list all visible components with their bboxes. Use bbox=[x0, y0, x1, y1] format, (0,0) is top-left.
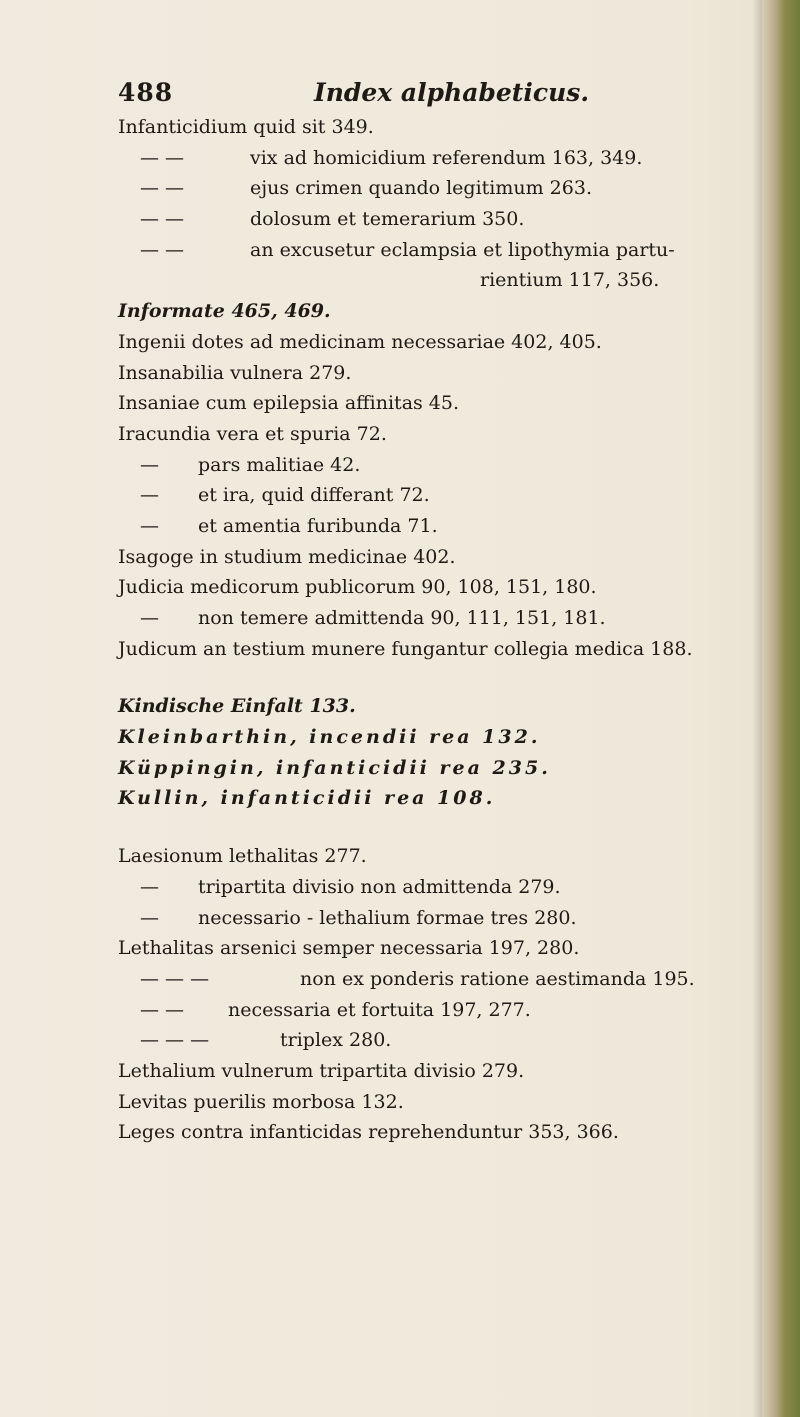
entry-dashes: — — bbox=[140, 208, 185, 231]
index-entry bbox=[118, 841, 778, 872]
entry-text: Iracundia vera et spuria 72. bbox=[118, 422, 387, 445]
index-subentry bbox=[118, 204, 778, 235]
index-entry bbox=[118, 634, 778, 665]
entry-dashes: — — bbox=[140, 146, 185, 169]
entry-text: necessario - lethalium formae tres 280. bbox=[198, 906, 577, 929]
entry-dashes: — — bbox=[140, 238, 185, 261]
index-subentry bbox=[118, 511, 778, 542]
entry-text: vix ad homicidium referendum 163, 349. bbox=[250, 146, 643, 169]
index-entry bbox=[118, 419, 778, 450]
index-entry-continuation bbox=[118, 265, 778, 296]
page-number: 488 bbox=[118, 78, 174, 107]
entry-text: triplex 280. bbox=[280, 1029, 392, 1052]
entry-text: Laesionum lethalitas 277. bbox=[118, 845, 367, 868]
entry-text: Ingenii dotes ad medicinam necessariae 402, 405. bbox=[118, 330, 602, 353]
index-entry bbox=[118, 542, 778, 573]
entry-text: Judicia medicorum publicorum 90, 108, 151, 180. bbox=[118, 576, 597, 599]
index-subentry bbox=[118, 603, 778, 634]
entry-text: Levitas puerilis morbosa 132. bbox=[118, 1090, 404, 1113]
index-entry bbox=[118, 112, 778, 143]
entry-text: Kindische Einfalt 133. bbox=[118, 695, 356, 718]
entry-text: Infanticidium quid sit 349. bbox=[118, 116, 374, 138]
entry-dashes: — — bbox=[140, 177, 185, 200]
index-subentry bbox=[118, 1025, 778, 1056]
entry-text: Isagoge in studium medicinae 402. bbox=[118, 545, 456, 568]
entry-text: Kleinbarthin, incendii rea 132. bbox=[118, 726, 541, 749]
index-entry bbox=[118, 722, 778, 753]
index-subentry bbox=[118, 903, 778, 934]
index-subentry bbox=[118, 173, 778, 204]
entry-text: non temere admittenda 90, 111, 151, 181. bbox=[198, 607, 606, 629]
entry-text: Leges contra infanticidas reprehenduntur 353, 366. bbox=[118, 1121, 619, 1144]
index-entry bbox=[118, 1117, 778, 1148]
entry-text: pars malitiae 42. bbox=[198, 453, 361, 476]
entry-text: et ira, quid differant 72. bbox=[198, 484, 430, 507]
entry-text: Informate 465, 469. bbox=[118, 300, 331, 323]
index-subentry bbox=[118, 995, 778, 1026]
index-entry bbox=[118, 753, 778, 784]
index-entry bbox=[118, 691, 778, 722]
entry-dashes: — bbox=[140, 607, 159, 629]
entry-text: non ex ponderis ratione aestimanda 195. bbox=[300, 967, 695, 990]
index-entry bbox=[118, 388, 778, 419]
entry-text: an excusetur eclampsia et lipothymia partu- bbox=[250, 238, 675, 261]
section-gap bbox=[118, 664, 778, 691]
section-gap bbox=[118, 814, 778, 841]
index-entry bbox=[118, 572, 778, 603]
index-entry bbox=[118, 1087, 778, 1118]
entry-text: et amentia furibunda 71. bbox=[198, 514, 438, 537]
entry-text: necessaria et fortuita 197, 277. bbox=[228, 998, 531, 1021]
entry-text: Insaniae cum epilepsia affinitas 45. bbox=[118, 392, 460, 415]
entry-text: Judicum an testium munere fungantur collegia medica 188. bbox=[118, 637, 693, 660]
index-entry bbox=[118, 783, 778, 814]
entry-text: ejus crimen quando legitimum 263. bbox=[250, 177, 592, 200]
entry-dashes: — — — bbox=[140, 967, 210, 990]
entry-dashes: — — — bbox=[140, 1029, 210, 1052]
index-entry bbox=[118, 358, 778, 389]
index-entry bbox=[118, 1056, 778, 1087]
entry-text: Kullin, infanticidii rea 108. bbox=[118, 787, 496, 810]
entry-dashes: — bbox=[140, 453, 159, 476]
entry-text: Lethalium vulnerum tripartita divisio 279. bbox=[118, 1059, 525, 1082]
index-subentry bbox=[118, 480, 778, 511]
index-entry bbox=[118, 296, 778, 327]
entry-dashes: — bbox=[140, 514, 159, 537]
index-subentry bbox=[118, 872, 778, 903]
entry-text: tripartita divisio non admittenda 279. bbox=[198, 875, 561, 898]
index-subentry bbox=[118, 235, 778, 266]
entry-text: rientium 117, 356. bbox=[480, 269, 660, 292]
index-subentry bbox=[118, 143, 778, 174]
entry-dashes: — bbox=[140, 875, 159, 898]
index-entry bbox=[118, 327, 778, 358]
index-entry bbox=[118, 933, 778, 964]
entry-dashes: — — bbox=[140, 998, 185, 1021]
entry-dashes: — bbox=[140, 484, 159, 507]
entry-text: dolosum et temerarium 350. bbox=[250, 208, 525, 231]
running-title: Index alphabeticus. bbox=[314, 78, 590, 107]
entry-text: Küppingin, infanticidii rea 235. bbox=[118, 756, 551, 779]
index-entries bbox=[118, 112, 778, 1148]
index-subentry bbox=[118, 450, 778, 481]
entry-text: Insanabilia vulnera 279. bbox=[118, 361, 352, 384]
index-subentry bbox=[118, 964, 778, 995]
entry-text: Lethalitas arsenici semper necessaria 197, 280. bbox=[118, 937, 580, 960]
entry-dashes: — bbox=[140, 906, 159, 929]
